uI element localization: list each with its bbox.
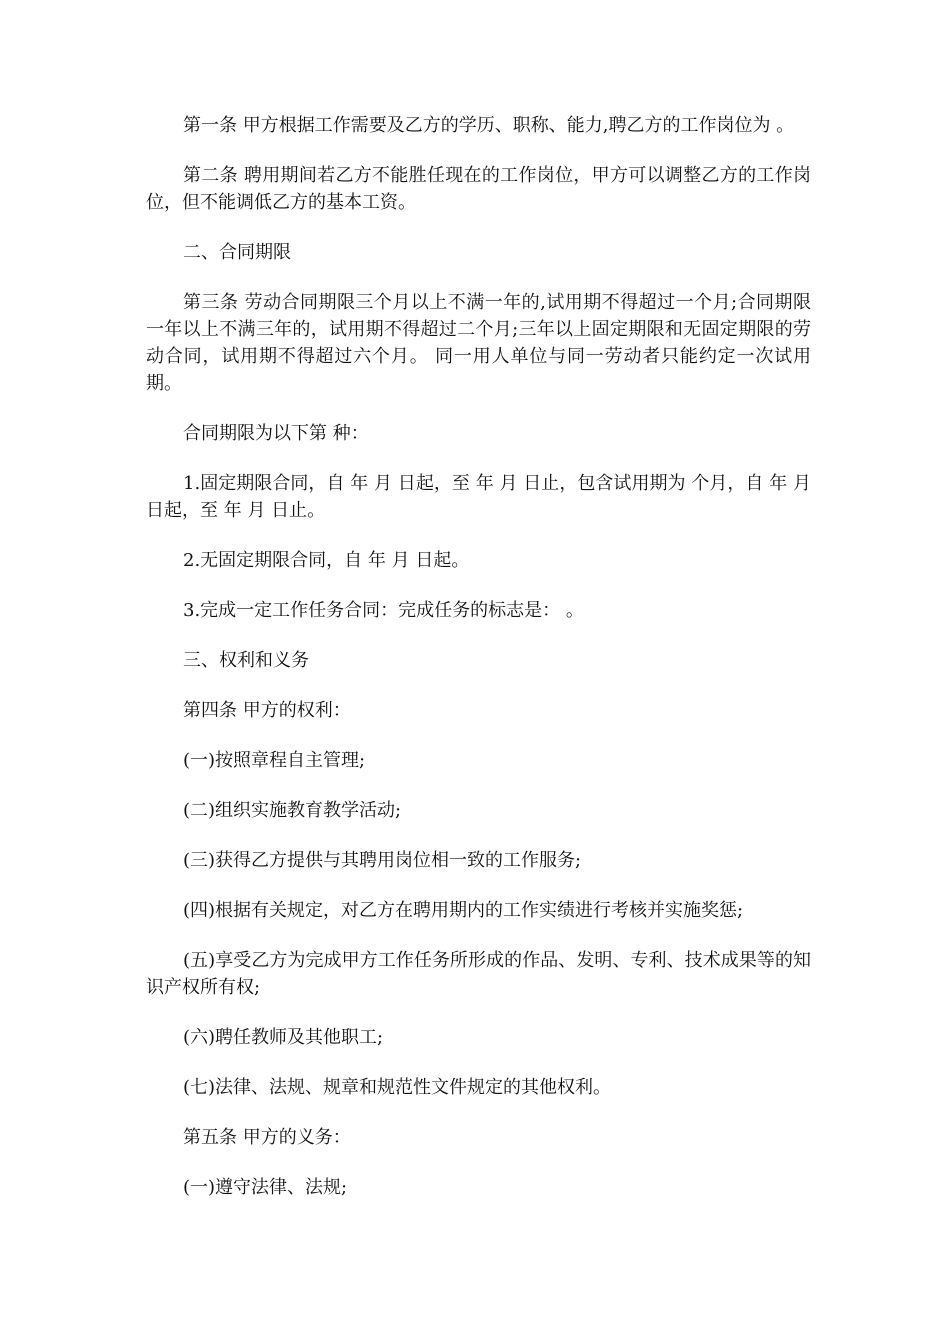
party-a-right-5: (五)享受乙方为完成甲方工作任务所形成的作品、发明、专利、技术成果等的知识产权所有权; [146,950,811,998]
party-a-right-3: (三)获得乙方提供与其聘用岗位相一致的工作服务; [183,850,582,871]
article-5-heading: 第五条 甲方的义务： [183,1127,351,1148]
article-3-paragraph: 第三条 劳动合同期限三个月以上不满一年的,试用期不得超过一个月;合同期限一年以上不满三年的，试用期不得超过二个月;三年以上固定期限和无固定期限的劳动合同，试用期不得超过六个月。 同一用人单位与同一劳动者只能约定一次试用期。 [146,292,811,394]
party-a-right-6: (六)聘任教师及其他职工; [183,1027,384,1048]
article-1-paragraph: 第一条 甲方根据工作需要及乙方的学历、职称、能力,聘乙方的工作岗位为 。 [183,115,795,136]
party-a-right-2: (二)组织实施教育教学活动; [183,800,402,821]
party-a-right-1: (一)按照章程自主管理; [183,750,366,771]
article-4-heading: 第四条 甲方的权利： [183,700,351,721]
party-a-right-4: (四)根据有关规定，对乙方在聘用期内的工作实绩进行考核并实施奖惩; [183,900,744,921]
term-option-3-paragraph: 3.完成一定工作任务合同：完成任务的标志是： 。 [183,600,584,621]
document-body [146,112,811,1224]
term-option-1-paragraph: 1.固定期限合同，自 年 月 日起，至 年 月 日止，包含试用期为 个月，自 年 月 日起，至 年 月 日止。 [146,473,811,521]
section-heading-rights-obligations: 三、权利和义务 [183,650,309,671]
party-a-right-7: (七)法律、法规、规章和规范性文件规定的其他权利。 [183,1077,612,1098]
section-heading-contract-term: 二、合同期限 [183,242,291,263]
party-a-obligation-1: (一)遵守法律、法规; [183,1177,348,1198]
term-option-2-paragraph: 2.无固定期限合同，自 年 月 日起。 [183,550,470,571]
contract-term-type-paragraph: 合同期限为以下第 种： [183,423,369,444]
article-2-paragraph: 第二条 聘用期间若乙方不能胜任现在的工作岗位，甲方可以调整乙方的工作岗位，但不能调低乙方的基本工资。 [146,165,811,213]
